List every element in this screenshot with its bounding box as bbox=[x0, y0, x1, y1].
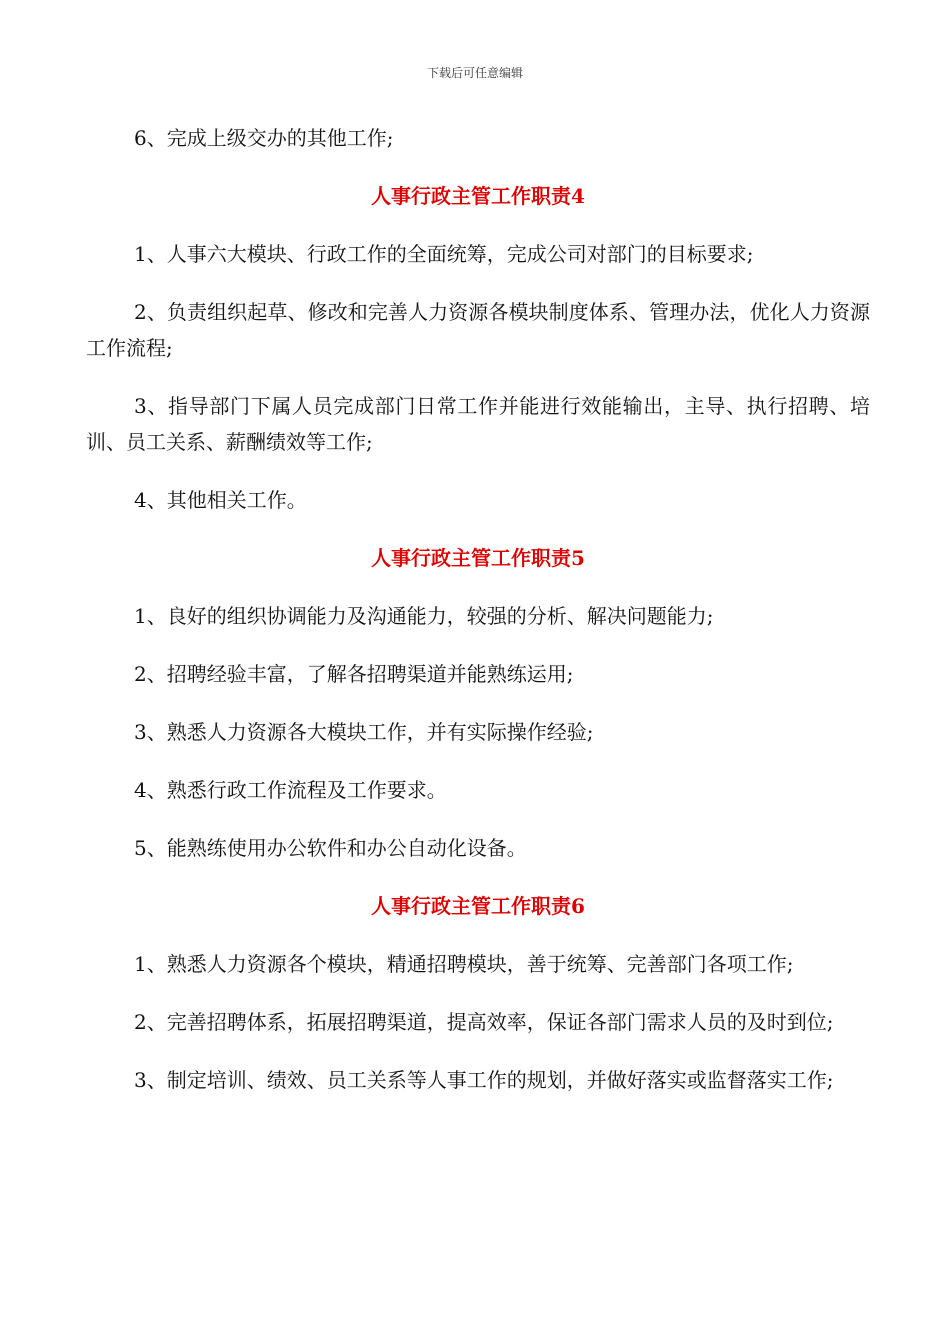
section-heading: 人事行政主管工作职责5 bbox=[371, 546, 585, 570]
document-body bbox=[86, 120, 870, 1120]
paragraph: 4、熟悉行政工作流程及工作要求。 bbox=[134, 778, 447, 802]
paragraph: 3、制定培训、绩效、员工关系等人事工作的规划，并做好落实或监督落实工作; bbox=[134, 1068, 834, 1092]
paragraph: 2、招聘经验丰富，了解各招聘渠道并能熟练运用; bbox=[134, 662, 574, 686]
paragraph: 2、负责组织起草、修改和完善人力资源各模块制度体系、管理办法，优化人力资源工作流程; bbox=[86, 300, 870, 360]
paragraph: 5、能熟练使用办公软件和办公自动化设备。 bbox=[134, 836, 527, 860]
paragraph: 2、完善招聘体系，拓展招聘渠道，提高效率，保证各部门需求人员的及时到位; bbox=[134, 1010, 834, 1034]
page-header-note: 下载后可任意编辑 bbox=[426, 66, 523, 80]
section-heading: 人事行政主管工作职责4 bbox=[371, 184, 585, 208]
paragraph: 1、熟悉人力资源各个模块，精通招聘模块，善于统筹、完善部门各项工作; bbox=[134, 952, 794, 976]
paragraph: 3、熟悉人力资源各大模块工作，并有实际操作经验; bbox=[134, 720, 594, 744]
paragraph: 1、良好的组织协调能力及沟通能力，较强的分析、解决问题能力; bbox=[134, 604, 714, 628]
paragraph: 4、其他相关工作。 bbox=[134, 488, 307, 512]
paragraph: 6、完成上级交办的其他工作; bbox=[134, 126, 394, 150]
paragraph: 3、指导部门下属人员完成部门日常工作并能进行效能输出，主导、执行招聘、培训、员工关系、薪酬绩效等工作; bbox=[86, 394, 870, 454]
paragraph: 1、人事六大模块、行政工作的全面统筹，完成公司对部门的目标要求; bbox=[134, 242, 754, 266]
section-heading: 人事行政主管工作职责6 bbox=[371, 894, 585, 918]
